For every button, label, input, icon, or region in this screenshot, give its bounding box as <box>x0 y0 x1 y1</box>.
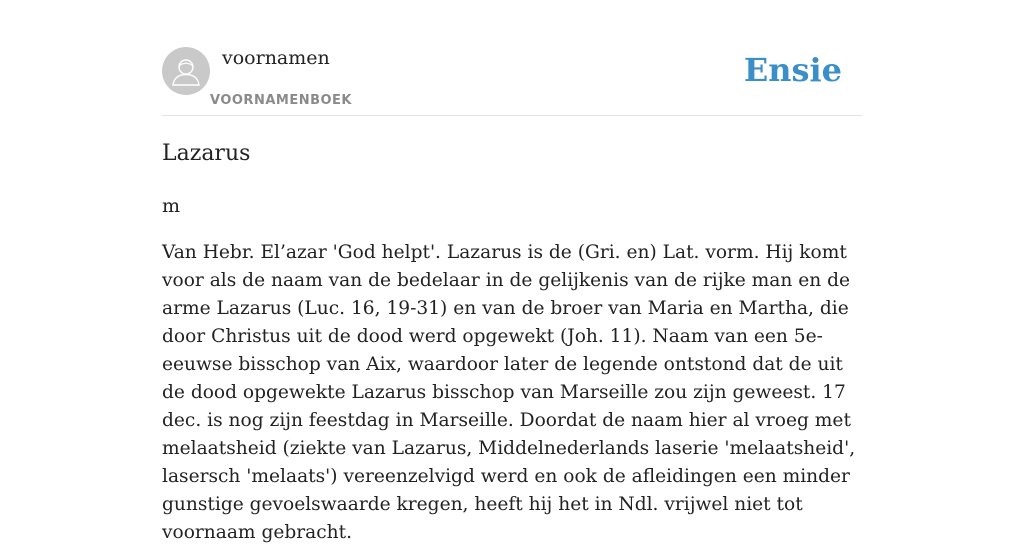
brand-logo[interactable]: Ensie <box>743 51 842 89</box>
entry-gender: m <box>162 195 181 217</box>
header <box>162 0 862 116</box>
source-name-link[interactable]: VOORNAMENBOEK <box>210 93 352 108</box>
entry-text: Van Hebr. El’azar 'God helpt'. Lazarus is de (Gri. en) Lat. vorm. Hij komt voor als de naam van de bedelaar in de gelijkenis van de rijke man en de arme Lazarus (Luc. 16, 19-31) en van de broer van Maria en Martha, die door Christus uit de dood werd opgewekt (Joh. 11). Naam van een 5e-eeuwse bisschop van Aix, waardoor later de legende ontstond dat de uit de dood opgewekte Lazarus bisschop van Marseille zou zijn geweest. 17 dec. is nog zijn feestdag in Marseille. Doordat de naam hier al vroeg met melaatsheid (ziekte van Lazarus, Middelnederlands laserie 'melaatsheid', lasersch 'melaats') vereenzelvigd werd en ook de afleidingen een minder gunstige gevoelswaarde kregen, heeft hij het in Ndl. vrijwel niet tot voornaam gebracht. <box>162 242 856 543</box>
author-name-link[interactable]: voornamen <box>222 47 330 69</box>
user-avatar-icon[interactable] <box>162 47 210 95</box>
entry-title: Lazarus <box>162 141 251 166</box>
page-container <box>162 0 862 543</box>
